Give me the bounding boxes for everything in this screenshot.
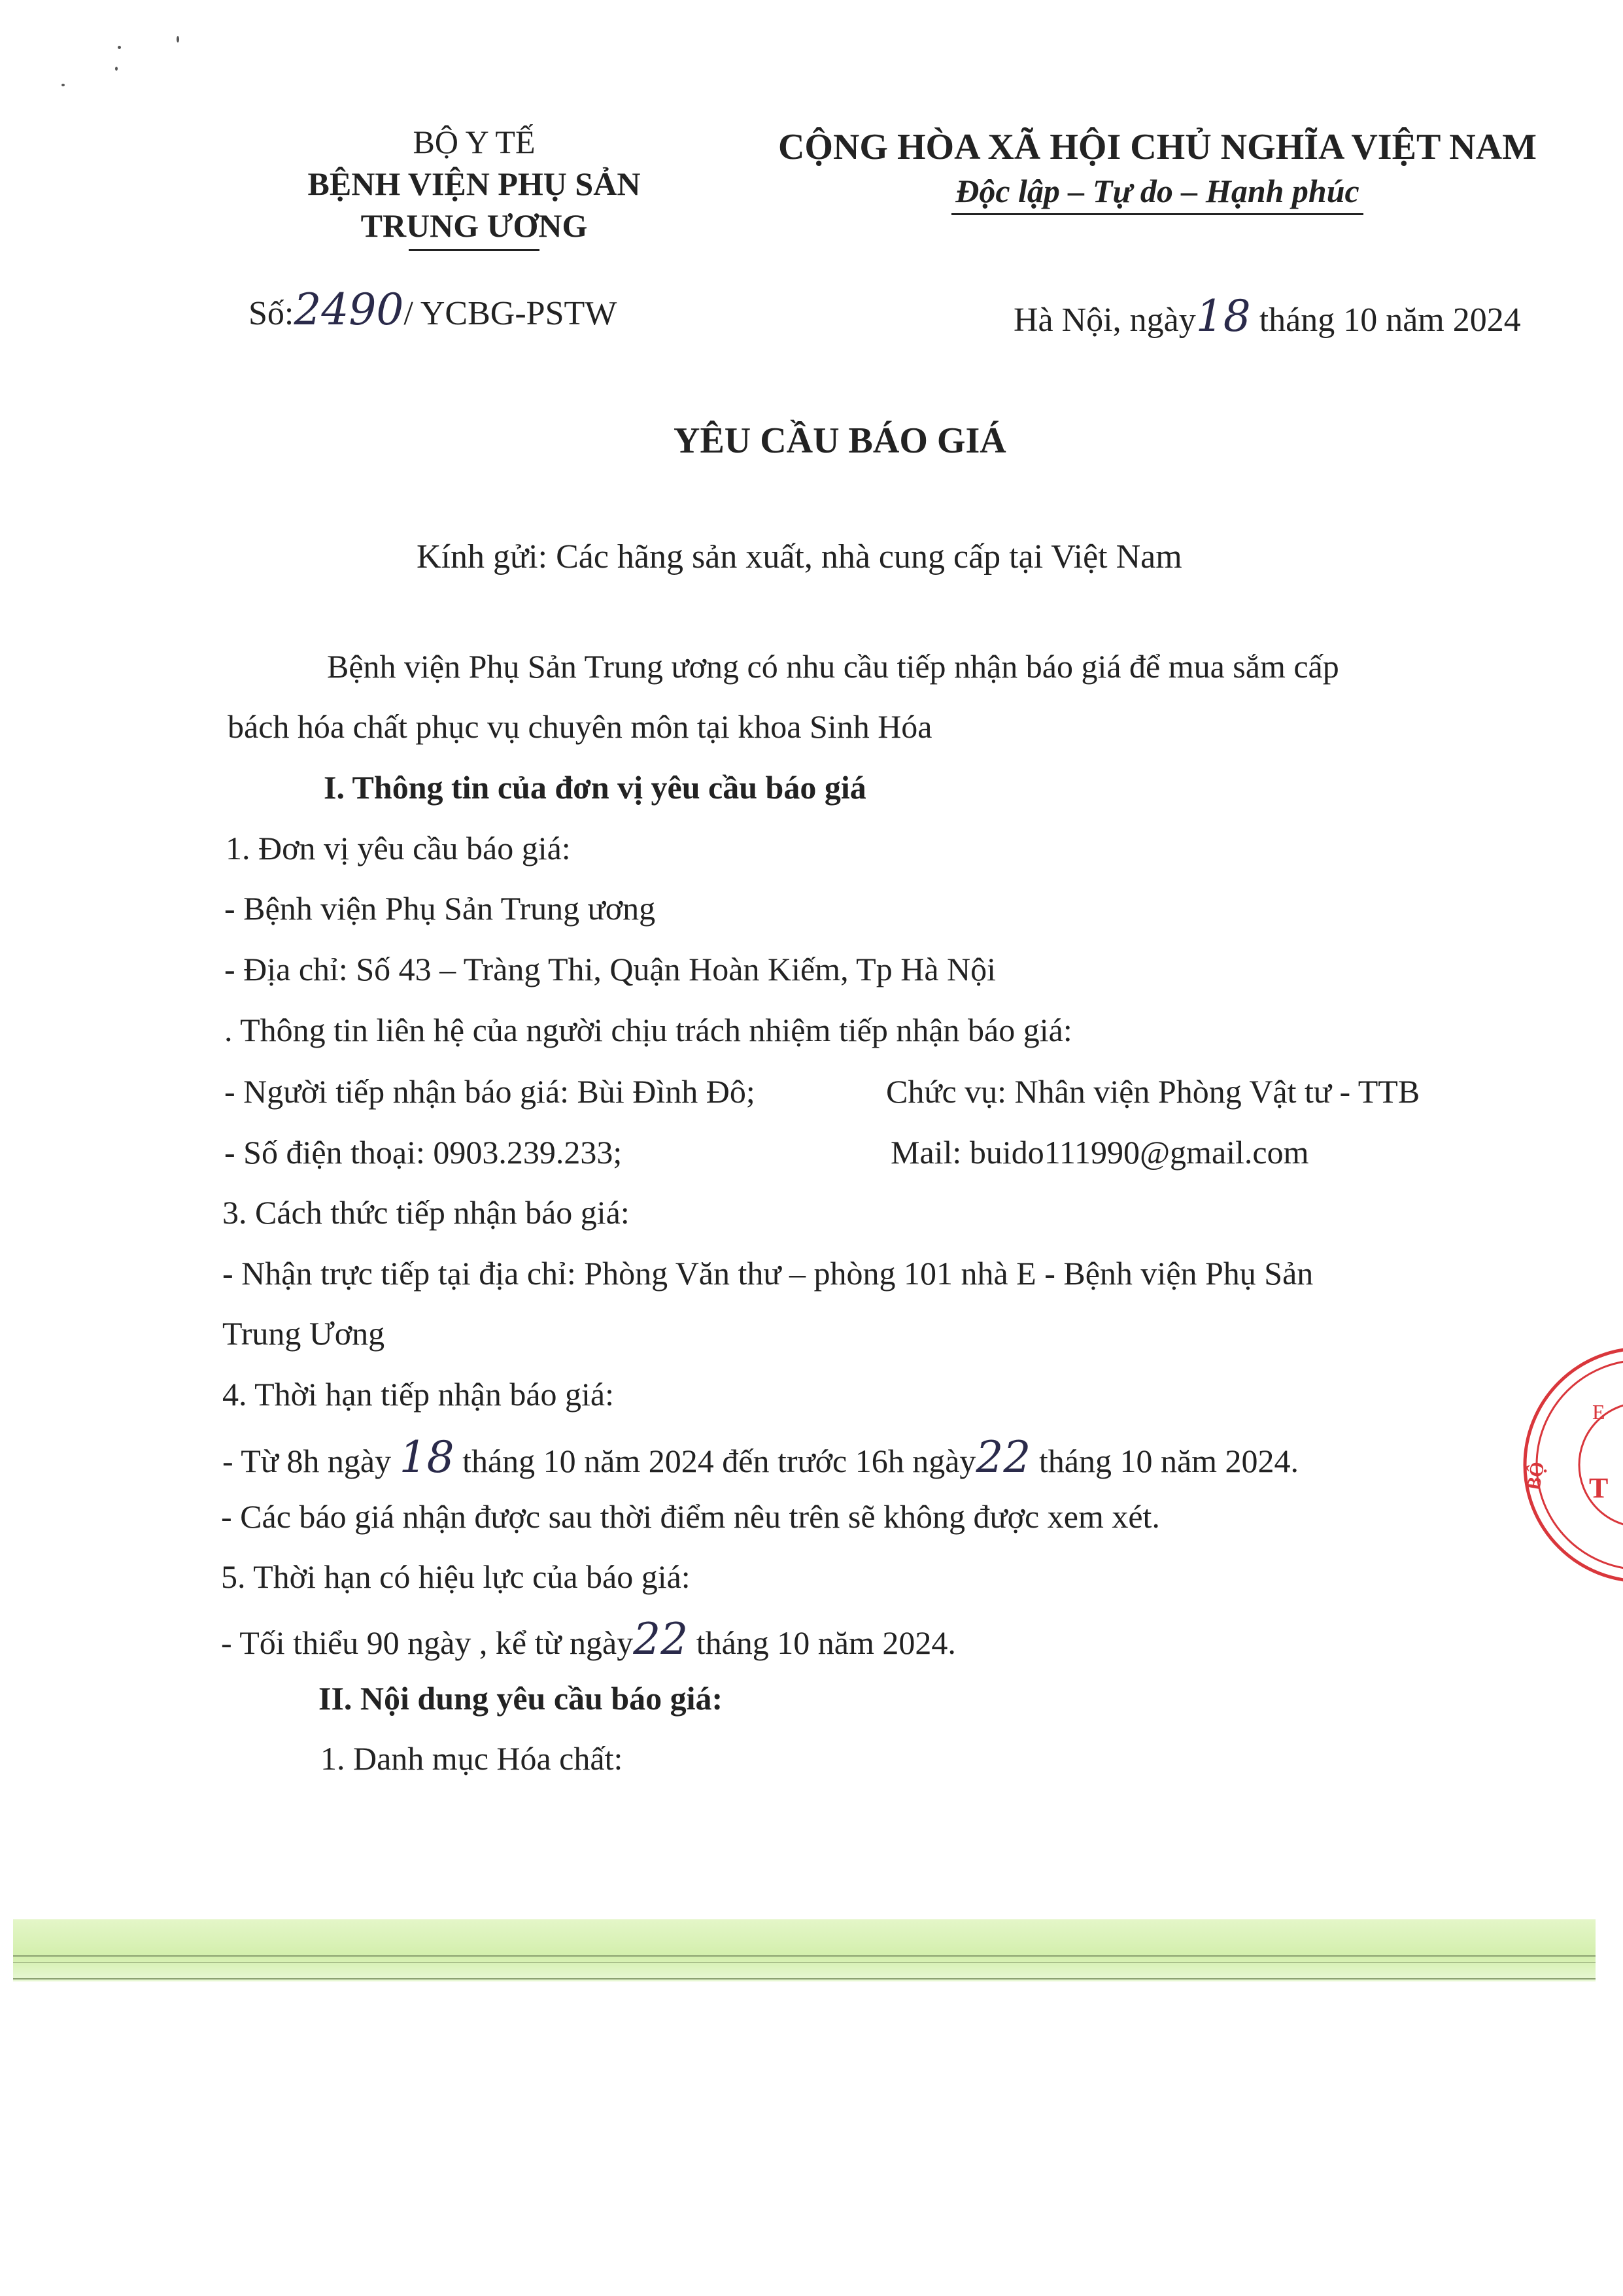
deadline-end: tháng 10 năm 2024.	[1038, 1443, 1299, 1479]
section1-item5: 5. Thời hạn có hiệu lực của báo giá:	[221, 1558, 691, 1595]
motto-underline	[951, 213, 1363, 215]
band-line	[13, 1978, 1596, 1979]
national-motto: Độc lập – Tự do – Hạnh phúc	[955, 173, 1359, 209]
hospital-name-line2: TRUNG ƯƠNG	[360, 207, 588, 244]
deadline-day2-handwritten: 22	[976, 1432, 1031, 1482]
stamp-text-right: T	[1589, 1472, 1609, 1504]
validity-end: tháng 10 năm 2024.	[696, 1624, 956, 1661]
band-line	[13, 1955, 1596, 1957]
national-header	[745, 124, 1569, 215]
date-prefix: Hà Nội, ngày	[1014, 301, 1196, 339]
phone-line: - Số điện thoại: 0903.239.233;	[224, 1134, 623, 1171]
validity-day-handwritten: 22	[633, 1614, 689, 1664]
scan-speck	[115, 67, 118, 71]
issuer-block	[222, 121, 726, 251]
scan-speck	[118, 46, 121, 49]
stamp-fragment: E	[1592, 1400, 1605, 1424]
contact-position: Chức vụ: Nhân viện Phòng Vật tư - TTB	[886, 1073, 1420, 1110]
section1-heading: I. Thông tin của đơn vị yêu cầu báo giá	[324, 769, 866, 806]
intro-line-1: Bệnh viện Phụ Sản Trung ương có nhu cầu tiếp nhận báo giá để mua sắm cấp	[327, 648, 1339, 685]
section1-item1: 1. Đơn vị yêu cầu báo giá:	[226, 830, 571, 866]
stamp-text-left: BỘ	[1522, 1460, 1549, 1492]
official-stamp	[1517, 1341, 1623, 1592]
late-note: - Các báo giá nhận được sau thời điểm nêu trên sẽ không được xem xét.	[221, 1498, 1160, 1535]
validity-line	[221, 1614, 956, 1664]
document-date	[1014, 291, 1521, 341]
document-number	[248, 284, 617, 335]
deadline-line	[222, 1432, 1299, 1482]
number-prefix: Số:	[248, 295, 294, 332]
address-line: - Địa chỉ: Số 43 – Tràng Thi, Quận Hoàn Kiếm, Tp Hà Nội	[224, 951, 997, 987]
issuer-underline	[409, 249, 539, 251]
section1-item3: 3. Cách thức tiếp nhận báo giá:	[222, 1194, 630, 1231]
country-name: CỘNG HÒA XÃ HỘI CHỦ NGHĨA VIỆT NAM	[777, 127, 1537, 167]
hospital-name-line1: BỆNH VIỆN PHỤ SẢN	[307, 165, 641, 202]
contact-person-line: - Người tiếp nhận báo giá: Bùi Đình Đô;	[224, 1073, 755, 1110]
receive-line-2: Trung Ương	[222, 1315, 385, 1352]
scan-band	[13, 1919, 1596, 1981]
stamp-graphic	[1517, 1341, 1623, 1589]
recipient-line: Kính gửi: Các hãng sản xuất, nhà cung cấp tại Việt Nam	[417, 538, 1182, 575]
deadline-middle: tháng 10 năm 2024 đến trước 16h ngày	[462, 1443, 976, 1479]
section2-item1: 1. Danh mục Hóa chất:	[320, 1740, 623, 1777]
scan-speck	[61, 84, 65, 86]
number-suffix: / YCBG-PSTW	[403, 295, 617, 332]
organization-line: - Bệnh viện Phụ Sản Trung ương	[224, 890, 656, 927]
intro-line-2: bách hóa chất phục vụ chuyên môn tại khoa Sinh Hóa	[228, 708, 932, 745]
scan-speck	[177, 36, 179, 43]
section1-item2: . Thông tin liên hệ của người chịu trách nhiệm tiếp nhận báo giá:	[224, 1012, 1072, 1048]
section2-heading: II. Nội dung yêu cầu báo giá:	[318, 1680, 723, 1717]
deadline-day1-handwritten: 18	[399, 1432, 454, 1482]
number-handwritten: 2490	[294, 284, 404, 335]
section1-item4: 4. Thời hạn tiếp nhận báo giá:	[222, 1376, 614, 1413]
validity-start: - Tối thiểu 90 ngày , kể từ ngày	[221, 1624, 634, 1661]
deadline-start: - Từ 8h ngày	[222, 1443, 392, 1479]
receive-line-1: - Nhận trực tiếp tại địa chỉ: Phòng Văn thư – phòng 101 nhà E - Bệnh viện Phụ Sản	[222, 1255, 1314, 1292]
band-line	[13, 1962, 1596, 1963]
document-title: YÊU CẦU BÁO GIÁ	[674, 420, 1006, 461]
date-day-handwritten: 18	[1195, 291, 1251, 341]
ministry-name: BỘ Y TẾ	[413, 124, 536, 160]
date-suffix: tháng 10 năm 2024	[1259, 301, 1521, 339]
mail-line: Mail: buido111990@gmail.com	[891, 1134, 1309, 1171]
